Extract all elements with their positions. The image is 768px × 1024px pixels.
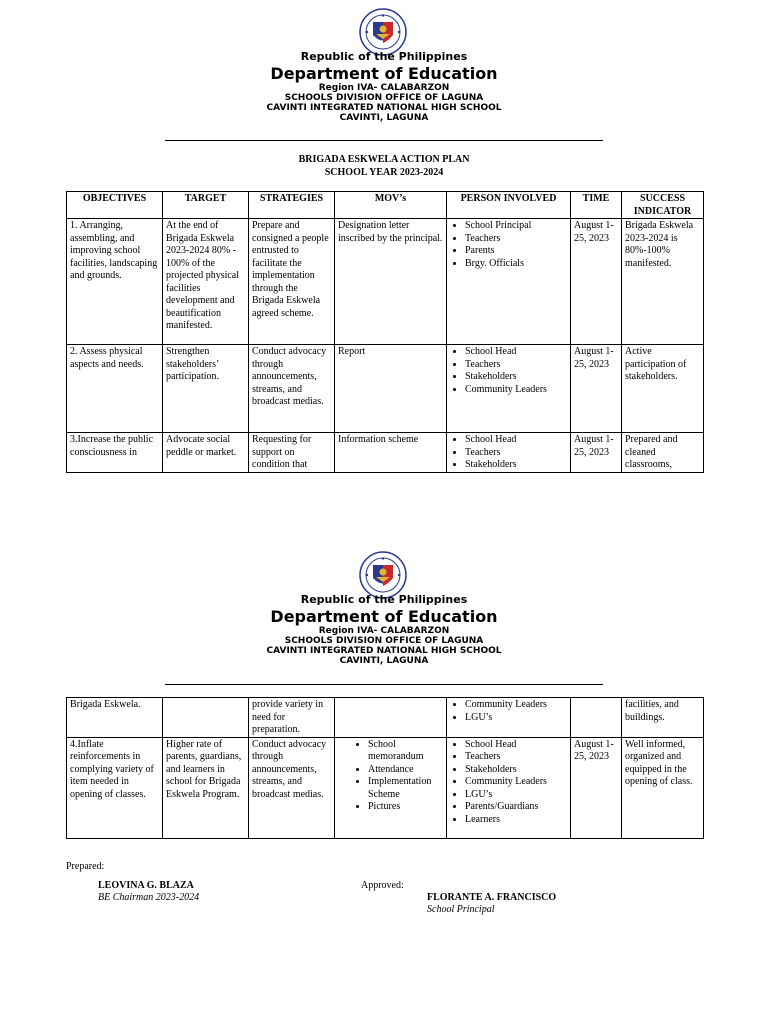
cell-persons — [447, 433, 571, 473]
cell-strategies: Requesting for support on condition that — [249, 433, 335, 473]
cell-strategies: Prepare and consigned a people entrusted to facilitate the implementation through the Brigada Eskwela agreed scheme. — [249, 219, 335, 345]
list-item: • School memorandum — [368, 739, 443, 764]
deped-seal-icon — [359, 551, 407, 599]
cell-target: Advocate social peddle or market. — [163, 433, 249, 473]
cell-objective: Brigada Eskwela. — [67, 698, 163, 738]
persons-list — [450, 346, 567, 396]
list-item: • Brgy. Officials — [465, 258, 567, 271]
list-item: • Community Leaders — [465, 776, 567, 789]
cell-target: At the end of Brigada Eskwela 2023-2024 80% - 100% of the projected physical facilities development and beautification manifested. — [163, 219, 249, 345]
school-line: CAVINTI INTEGRATED NATIONAL HIGH SCHOOL — [266, 103, 502, 113]
cell-success: Prepared and cleaned classrooms, — [622, 433, 704, 473]
cell-success: Brigada Eskwela 2023-2024 is 80%-100% manifested. — [622, 219, 704, 345]
cell-persons — [447, 737, 571, 838]
persons-list — [450, 739, 567, 827]
persons-list — [450, 434, 567, 472]
location-line: CAVINTI, LAGUNA — [339, 113, 429, 123]
division-line: SCHOOLS DIVISION OFFICE OF LAGUNA — [284, 636, 484, 646]
list-item: • Community Leaders — [465, 384, 567, 397]
cell-movs: Information scheme — [335, 433, 447, 473]
school-line: CAVINTI INTEGRATED NATIONAL HIGH SCHOOL — [266, 646, 502, 656]
prepared-title-text: BE Chairman 2023-2024 — [98, 892, 200, 903]
table-row — [67, 737, 704, 838]
approved-name-text: FLORANTE A. FRANCISCO — [427, 892, 557, 903]
cell-objective: 3.Increase the public consciousness in — [67, 433, 163, 473]
list-item: • Community Leaders — [465, 699, 567, 712]
list-item: • Pictures — [368, 801, 443, 814]
list-item: • Stakeholders — [465, 764, 567, 777]
cell-strategies: Conduct advocacy through announcements, streams, and broadcast medias. — [249, 737, 335, 838]
list-item: • School Head — [465, 739, 567, 752]
cell-success: facilities, and buildings. — [622, 698, 704, 738]
table-row — [67, 219, 704, 345]
list-item: • LGU’s — [465, 712, 567, 725]
cell-success: Active participation of stakeholders. — [622, 345, 704, 433]
list-item: • Teachers — [465, 233, 567, 246]
list-item: • LGU’s — [465, 789, 567, 802]
cell-target: Strengthen stakeholders’ participation. — [163, 345, 249, 433]
cell-movs: Designation letter inscribed by the principal. — [335, 219, 447, 345]
list-item: • Learners — [465, 814, 567, 827]
cell-time: August 1- 25, 2023 — [571, 433, 622, 473]
list-item: • Implementation Scheme — [368, 776, 443, 801]
list-item: • Teachers — [465, 359, 567, 372]
col-header-strategies: STRATEGIES — [249, 192, 335, 219]
cell-target — [163, 698, 249, 738]
col-header-person: PERSON INVOLVED — [447, 192, 571, 219]
division-line: SCHOOLS DIVISION OFFICE OF LAGUNA — [284, 93, 484, 103]
cell-objective: 1. Arranging, assembling, and improving school facilities, landscaping and grounds. — [67, 219, 163, 345]
prepared-label: Prepared: — [66, 861, 105, 872]
table-row — [67, 698, 704, 738]
list-item: • School Principal — [465, 220, 567, 233]
cell-movs — [335, 737, 447, 838]
cell-time: August 1- 25, 2023 — [571, 219, 622, 345]
cell-objective: 2. Assess physical aspects and needs. — [67, 345, 163, 433]
list-item: • Stakeholders — [465, 371, 567, 384]
cell-time — [571, 698, 622, 738]
col-header-success: SUCCESS INDICATOR — [622, 192, 704, 219]
deped-seal-icon — [359, 8, 407, 56]
cell-time: August 1- 25, 2023 — [571, 345, 622, 433]
department-heading: Department of Education — [270, 64, 498, 83]
list-item: • Attendance — [368, 764, 443, 777]
cell-success: Well informed, organized and equipped in the opening of class. — [622, 737, 704, 838]
region-line: Region IVA- CALABARZON — [318, 83, 450, 93]
action-plan-table-page1 — [66, 191, 704, 473]
table-row — [67, 433, 704, 473]
prepared-name — [98, 880, 194, 892]
republic-heading: Republic of the Philippines — [300, 50, 468, 63]
cell-strategies: Conduct advocacy through announcements, streams, and broadcast medias. — [249, 345, 335, 433]
list-item: • Parents — [465, 245, 567, 258]
header-divider — [165, 684, 603, 685]
persons-list — [450, 699, 567, 724]
department-heading: Department of Education — [270, 607, 498, 626]
prepared-title — [98, 892, 199, 904]
cell-movs — [335, 698, 447, 738]
list-item: • Stakeholders — [465, 459, 567, 472]
cell-time: August 1- 25, 2023 — [571, 737, 622, 838]
cell-target: Higher rate of parents, guardians, and learners in school for Brigada Eskwela Program. — [163, 737, 249, 838]
republic-heading: Republic of the Philippines — [300, 593, 468, 606]
approved-title-text: School Principal — [427, 904, 495, 915]
list-item: • Teachers — [465, 447, 567, 460]
action-plan-table-page2 — [66, 697, 704, 839]
location-line: CAVINTI, LAGUNA — [339, 656, 429, 666]
cell-movs: Report — [335, 345, 447, 433]
prepared-name-text: LEOVINA G. BLAZA — [98, 880, 194, 891]
approved-title — [427, 904, 495, 916]
cell-objective: 4.Inflate reinforcements in complying variety of item needed in opening of classes. — [67, 737, 163, 838]
header-divider — [165, 140, 603, 141]
approved-label: Approved: — [361, 880, 404, 891]
list-item: • Teachers — [465, 751, 567, 764]
table-header-row — [67, 192, 704, 219]
cell-persons — [447, 219, 571, 345]
movs-list — [338, 739, 443, 814]
school-year: SCHOOL YEAR 2023-2024 — [324, 167, 444, 178]
col-header-time: TIME — [571, 192, 622, 219]
col-header-target: TARGET — [163, 192, 249, 219]
cell-strategies: provide variety in need for preparation. — [249, 698, 335, 738]
list-item: • Parents/Guardians — [465, 801, 567, 814]
cell-persons — [447, 345, 571, 433]
plan-title: BRIGADA ESKWELA ACTION PLAN — [298, 154, 470, 165]
col-header-objectives: OBJECTIVES — [67, 192, 163, 219]
region-line: Region IVA- CALABARZON — [318, 626, 450, 636]
list-item: • School Head — [465, 434, 567, 447]
list-item: • School Head — [465, 346, 567, 359]
col-header-movs: MOV’s — [335, 192, 447, 219]
persons-list — [450, 220, 567, 270]
cell-persons — [447, 698, 571, 738]
approved-name — [427, 892, 556, 904]
table-row — [67, 345, 704, 433]
